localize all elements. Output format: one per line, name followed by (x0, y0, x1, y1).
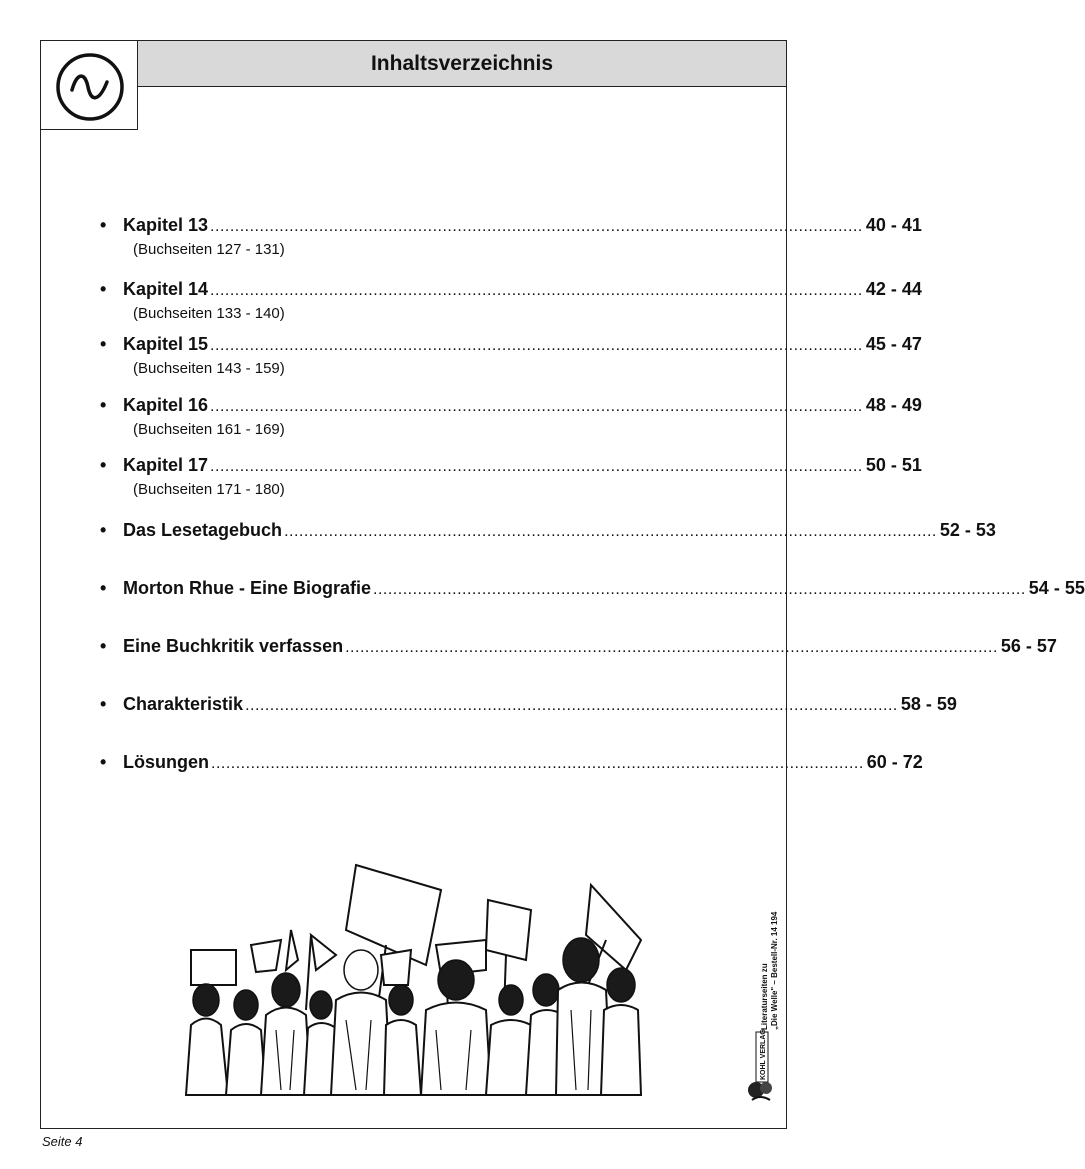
toc-entry-kapitel-16[interactable] (100, 395, 922, 438)
bullet: • (100, 520, 107, 540)
bullet: • (100, 455, 107, 475)
toc-pages: 58 - 59 (900, 694, 957, 714)
bullet: • (100, 578, 107, 598)
credit-line-2: „Die Welle" – Bestell-Nr. 14 194 (770, 911, 779, 1030)
toc-label: Lösungen (123, 752, 209, 772)
toc-entry-kapitel-17[interactable] (100, 455, 922, 498)
toc-entry-charakteristik[interactable] (100, 694, 957, 718)
credit-line-1: Literaturseiten zu (760, 963, 769, 1030)
toc-label: Kapitel 15 (123, 334, 209, 354)
logo-box (40, 40, 138, 130)
dot-leader: .................................................................................................................................... (210, 218, 863, 235)
toc-entry-kapitel-14[interactable] (100, 279, 922, 322)
toc-entry-biografie[interactable] (100, 578, 1085, 602)
toc-entry-kapitel-13[interactable] (100, 215, 922, 258)
toc-subtitle: (Buchseiten 161 - 169) (133, 421, 285, 438)
dot-leader: .................................................................................................................................... (245, 697, 898, 714)
toc-pages: 54 - 55 (1028, 578, 1085, 598)
toc-subtitle: (Buchseiten 133 - 140) (133, 305, 285, 322)
kohl-verlag-logo (744, 1030, 784, 1105)
toc-pages: 52 - 53 (939, 520, 996, 540)
page-title: Inhaltsverzeichnis (370, 51, 554, 75)
toc-label: Kapitel 13 (123, 215, 209, 235)
toc-entry-kapitel-15[interactable] (100, 334, 922, 377)
dot-leader: .................................................................................................................................... (345, 639, 998, 656)
dot-leader: .................................................................................................................................... (210, 398, 863, 415)
title-bar (137, 40, 787, 87)
dot-leader: .................................................................................................................................... (210, 282, 863, 299)
toc-label: Charakteristik (123, 694, 244, 714)
bullet: • (100, 279, 107, 299)
bullet: • (100, 636, 107, 656)
toc-pages: 40 - 41 (865, 215, 922, 235)
dot-leader: .................................................................................................................................... (210, 458, 863, 475)
dot-leader: .................................................................................................................................... (284, 523, 937, 540)
toc-pages: 48 - 49 (865, 395, 922, 415)
toc-pages: 60 - 72 (866, 752, 923, 772)
bullet: • (100, 395, 107, 415)
toc-entry-buchkritik[interactable] (100, 636, 1057, 660)
dot-leader: .................................................................................................................................... (373, 581, 1026, 598)
toc-pages: 50 - 51 (865, 455, 922, 475)
toc-pages: 42 - 44 (865, 279, 922, 299)
bullet: • (100, 334, 107, 354)
toc-entry-loesungen[interactable] (100, 752, 923, 776)
toc-label: Morton Rhue - Eine Biografie (123, 578, 372, 598)
bullet: • (100, 752, 107, 772)
toc-pages: 45 - 47 (865, 334, 922, 354)
dot-leader: .................................................................................................................................... (210, 337, 863, 354)
side-credit (760, 830, 780, 1030)
dot-leader: .................................................................................................................................... (211, 755, 864, 772)
wave-circle-icon (55, 52, 125, 122)
publisher-name: KOHL VERLAG (760, 1029, 767, 1080)
toc-label: Kapitel 16 (123, 395, 209, 415)
toc-entry-lesetagebuch[interactable] (100, 520, 996, 544)
page-number: Seite 4 (42, 1134, 83, 1149)
crowd-illustration (186, 860, 646, 1095)
toc-label: Kapitel 17 (123, 455, 209, 475)
toc-subtitle: (Buchseiten 127 - 131) (133, 241, 285, 258)
toc-label: Eine Buchkritik verfassen (123, 636, 344, 656)
bullet: • (100, 694, 107, 714)
toc-subtitle: (Buchseiten 171 - 180) (133, 481, 285, 498)
toc-label: Das Lesetagebuch (123, 520, 283, 540)
toc-subtitle: (Buchseiten 143 - 159) (133, 360, 285, 377)
toc-label: Kapitel 14 (123, 279, 209, 299)
toc-pages: 56 - 57 (1000, 636, 1057, 656)
bullet: • (100, 215, 107, 235)
